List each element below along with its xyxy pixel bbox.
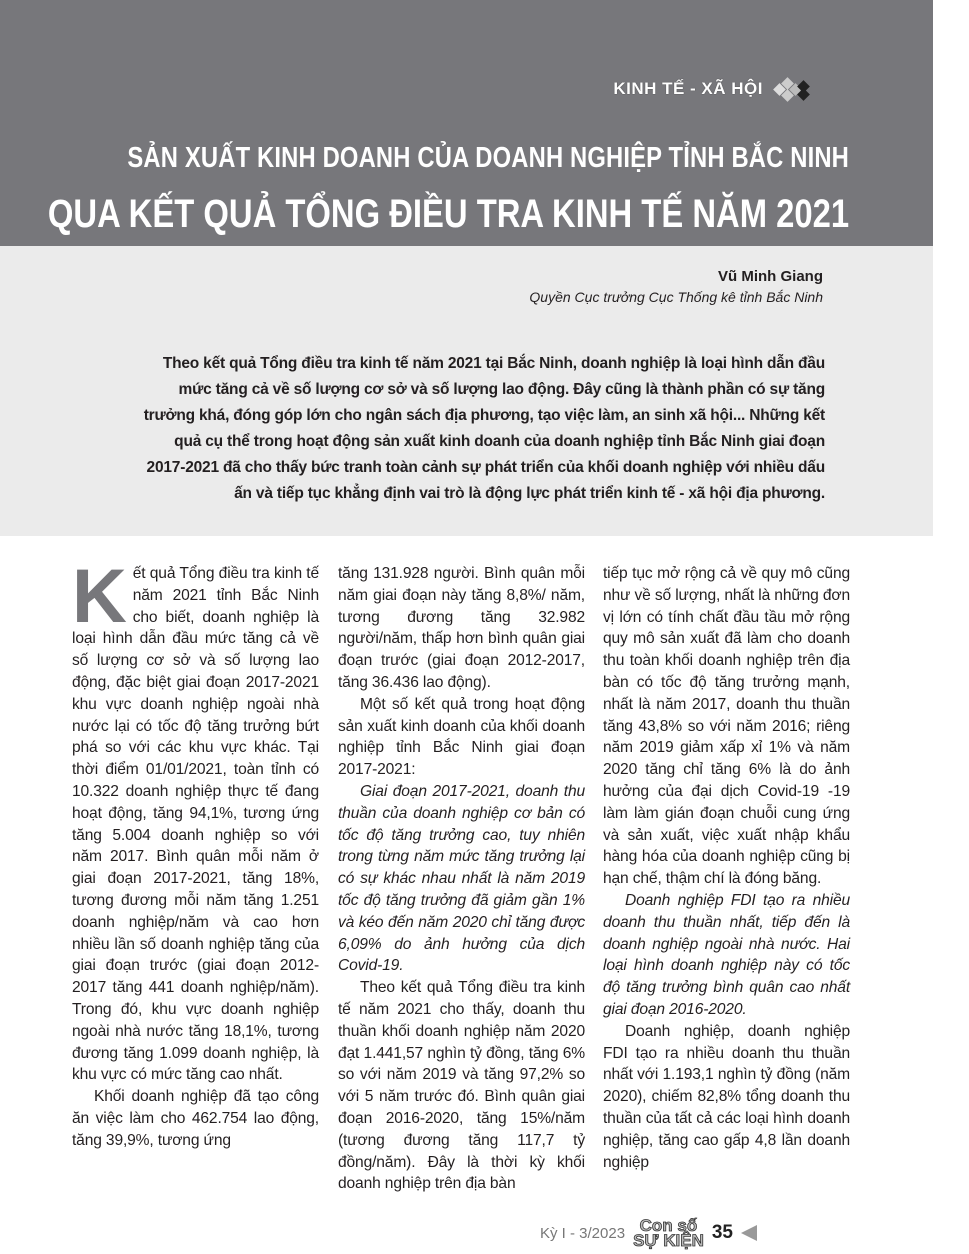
diamonds-icon (773, 78, 813, 100)
title-line-1: SẢN XUẤT KINH DOANH CỦA DOANH NGHIỆP TỈNH BẮC NINH (127, 142, 849, 174)
dropcap: K (72, 554, 127, 639)
paragraph-italic: Doanh nghiệp FDI tạo ra nhiều doanh thu thuần nhất, tiếp đến là doanh nghiệp ngoài nhà nước. Hai loại hình doanh nghiệp này có tốc độ tăng trưởng bình quân cao nhất giai đoạn 2016-2020. (603, 891, 850, 1018)
abstract: Theo kết quả Tổng điều tra kinh tế năm 2021 tại Bắc Ninh, doanh nghiệp là loại hình dẫn đầu mức tăng cả về số lượng cơ sở và số lượng lao động. Đây cũng là thành phần có sự tăng trưởng khá, đóng góp lớn cho ngân sách địa phương, tạo việc làm, an sinh xã hội... Những kết quả cụ thể trong hoạt động sản xuất kinh doanh của doanh nghiệp tỉnh Bắc Ninh giai đoạn 2017-2021 đã cho thấy bức tranh toàn cảnh sự phát triển của khối doanh nghiệp với nhiều dấu ấn và tiếp tục khẳng định vai trò là động lực phát triển kinh tế - xã hội địa phương. (143, 355, 825, 502)
author-name: Vũ Minh Giang (718, 268, 823, 285)
paragraph: Theo kết quả Tổng điều tra kinh tế năm 2021 cho thấy, doanh thu thuần khối doanh nghiệp năm 2020 đạt 1.441,57 nghìn tỷ đồng, tăng 6% so với năm 2019 và tăng 97,2% so với 5 năm trước đó. Bình quân giai đoạn 2016-2020, tăng 15%/năm (tương đương tăng 117,7 tỷ đồng/năm). Đây là thời kỳ khối doanh nghiệp trên địa bàn (338, 979, 585, 1193)
paragraph: Doanh nghiệp, doanh nghiệp FDI tạo ra nhiều doanh thu thuần nhất với 1.193,1 nghìn tỷ đồng (năm 2020), chiếm 82,8% tổng doanh thu thuần của tất cả các loại hình doanh nghiệp, tăng cao gấp 4,8 lần doanh nghiệp (603, 1022, 850, 1171)
footer (540, 1218, 757, 1248)
paragraph: Kết quả Tổng điều tra kinh tế năm 2021 tỉnh Bắc Ninh cho biết, doanh nghiệp là loại hình dẫn đầu mức tăng cả về số lượng cơ sở và số lượng lao động, đặc biệt giai đoạn 2017-2021 khu vực doanh nghiệp ngoài nhà nước lại có tốc độ tăng trưởng bứt phá so với các khu vực khác. Tại thời điểm 01/01/2021, toàn tỉnh có 10.322 doanh nghiệp thực tế đang hoạt động, tăng 94,1%, tương ứng tăng 5.004 doanh nghiệp so với năm 2017. Bình quân mỗi năm ở giai đoạn 2017-2021, tăng 18%, tương đương mỗi năm tăng 1.251 doanh nghiệp/năm và cao hơn nhiều lần số doanh nghiệp tăng của giai đoạn trước (giai đoạn 2012-2017 tăng 441 doanh nghiệp/năm). Trong đó, khu vực doanh nghiệp ngoài nhà nước tăng 18,1%, tương đương tăng 1.099 doanh nghiệp, là khu vực có mức tăng cao nhất. (72, 554, 319, 1084)
paragraph: tiếp tục mở rộng cả về quy mô cũng như về số lượng, nhất là những đơn vị lớn có tính chất đầu tầu mở rộng quy mô sản xuất đã làm cho doanh thu toàn khối doanh nghiệp trên địa bàn có tốc độ tăng trưởng mạnh, nhất là năm 2017, doanh thu thuần tăng 43,8% so với năm 2016; riêng năm 2019 giảm xấp xỉ 1% và năm 2020 tăng chỉ tăng 6% là do ảnh hưởng của đại dịch Covid-19 -19 làm làm gián đoạn chuỗi cung ứng và sản xuất, việc xuất nhập khẩu hàng hóa của doanh nghiệp cũng bị hạn chế, thậm chí là đóng băng. (603, 565, 850, 888)
header-band (0, 0, 933, 246)
issue-label: Kỳ I - 3/2023 (540, 1224, 626, 1242)
title-line-2: QUA KẾT QUẢ TỔNG ĐIỀU TRA KINH TẾ NĂM 2021 (47, 192, 849, 236)
triangle-left-icon (741, 1225, 757, 1241)
paragraph: tăng 131.928 người. Bình quân mỗi năm giai đoạn này tăng 8,8%/ năm, tương đương tăng 32.982 người/năm, thấp hơn bình quân giai đoạn trước (giai đoạn 2012-2017, tăng 36.436 lao động). (338, 565, 585, 691)
magazine-logo: Con số SỰ KIỆN (633, 1216, 704, 1250)
column-2 (338, 563, 585, 1195)
paragraph-italic: Giai đoạn 2017-2021, doanh thu thuần của doanh nghiệp cơ bản có tốc độ tăng trưởng cao, tuy nhiên trong từng năm mức tăng trưởng lại có sự khác nhau nhất là năm 2019 tốc độ tăng trưởng đã giảm gần 1% và kéo đến năm 2020 chỉ tăng được 6,09% do ảnh hưởng của dịch Covid-19. (338, 782, 585, 975)
author-role: Quyền Cục trưởng Cục Thống kê tỉnh Bắc Ninh (529, 289, 823, 305)
section-text: KINH TẾ - XÃ HỘI (613, 79, 763, 98)
section-label (613, 78, 813, 100)
column-3 (603, 563, 850, 1173)
column-1 (72, 554, 319, 1152)
paragraph: Một số kết quả trong hoạt động sản xuất kinh doanh của khối doanh nghiệp tỉnh Bắc Ninh giai đoạn 2017-2021: (338, 695, 585, 779)
paragraph: Khối doanh nghiệp đã tạo công ăn việc làm cho 462.754 lao động, tăng 39,9%, tương ứng (72, 1088, 319, 1149)
page-number: 35 (711, 1222, 733, 1243)
